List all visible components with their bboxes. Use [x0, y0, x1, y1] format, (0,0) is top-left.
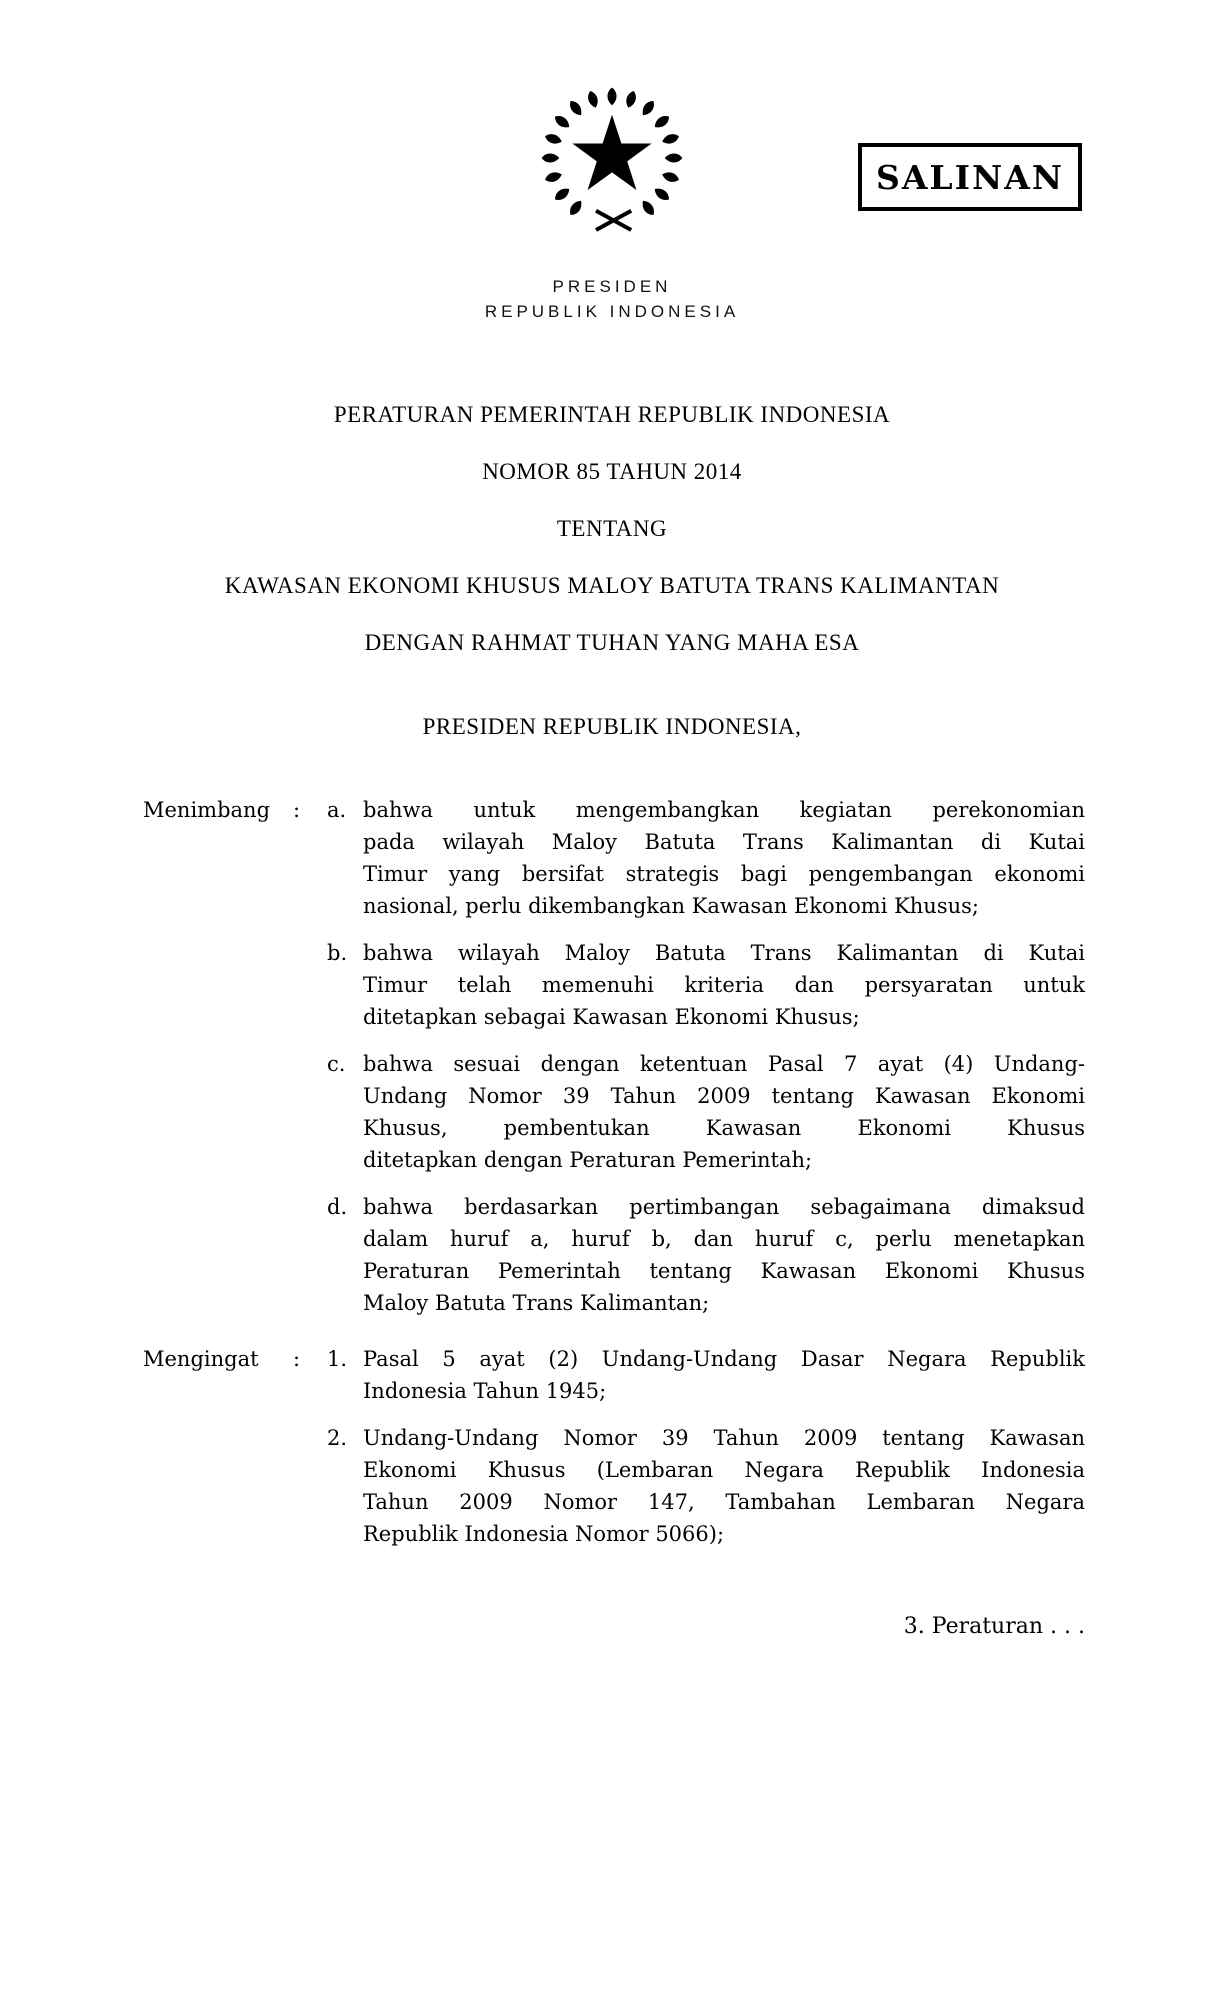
- text-line: Peraturan Pemerintah tentang Kawasan Ekonomi Khusus: [363, 1259, 1085, 1283]
- document-body: [0, 794, 1224, 1643]
- section-label-menimbang: Menimbang: [143, 798, 271, 822]
- salinan-stamp-label: SALINAN: [875, 157, 1064, 197]
- text-line: nasional, perlu dikembangkan Kawasan Ekonomi Khusus;: [363, 894, 979, 918]
- item-text: [363, 794, 1085, 922]
- regulation-title-line1: PERATURAN PEMERINTAH REPUBLIK INDONESIA: [333, 402, 891, 427]
- text-line: Timur telah memenuhi kriteria dan persyaratan untuk: [363, 973, 1085, 997]
- item-marker: c.: [327, 1052, 346, 1076]
- considering-section: [143, 794, 1085, 1319]
- remembering-section: [143, 1343, 1085, 1550]
- text-line: Maloy Batuta Trans Kalimantan;: [363, 1291, 710, 1315]
- item-marker: b.: [327, 941, 348, 965]
- item-text: [363, 937, 1085, 1033]
- text-line: ditetapkan dengan Peraturan Pemerintah;: [363, 1148, 813, 1172]
- presidential-seal-icon: [532, 78, 692, 246]
- colon-separator: :: [293, 1347, 301, 1371]
- remembering-item-2: [143, 1422, 1085, 1550]
- seal-crossed-stems: [596, 211, 631, 230]
- item-text: [363, 1422, 1085, 1550]
- regulation-number-line: NOMOR 85 TAHUN 2014: [482, 459, 742, 484]
- text-line: Timur yang bersifat strategis bagi pengembangan ekonomi: [363, 862, 1085, 886]
- text-line: Undang Nomor 39 Tahun 2009 tentang Kawasan Ekonomi: [363, 1084, 1085, 1108]
- letterhead-line1: PRESIDEN: [552, 277, 672, 296]
- section-label-mengingat: Mengingat: [143, 1347, 259, 1371]
- item-text: [363, 1191, 1085, 1319]
- title-block: [0, 400, 1224, 601]
- text-line: bahwa wilayah Maloy Batuta Trans Kalimantan di Kutai: [363, 941, 1085, 965]
- salinan-stamp: [858, 143, 1082, 211]
- text-line: bahwa sesuai dengan ketentuan Pasal 7 ayat (4) Undang-: [363, 1052, 1085, 1076]
- text-line: ditetapkan sebagai Kawasan Ekonomi Khusus;: [363, 1005, 860, 1029]
- item-marker: 2.: [327, 1426, 348, 1450]
- text-line: bahwa berdasarkan pertimbangan sebagaimana dimaksud: [363, 1195, 1085, 1219]
- remembering-item-1: [143, 1343, 1085, 1407]
- text-line: Pasal 5 ayat (2) Undang-Undang Dasar Negara Republik: [363, 1347, 1085, 1371]
- item-text: [363, 1048, 1085, 1176]
- regulation-subject-line: KAWASAN EKONOMI KHUSUS MALOY BATUTA TRANS KALIMANTAN: [224, 573, 1000, 598]
- text-line: pada wilayah Maloy Batuta Trans Kalimantan di Kutai: [363, 830, 1085, 854]
- item-marker: d.: [327, 1195, 348, 1219]
- considering-item-b: [143, 937, 1085, 1033]
- text-line: Khusus, pembentukan Kawasan Ekonomi Khusus: [363, 1116, 1085, 1140]
- star-icon: [572, 115, 651, 190]
- item-text: [363, 1343, 1085, 1407]
- considering-item-a: [143, 794, 1085, 922]
- page-catchword: 3. Peraturan . . .: [903, 1614, 1085, 1639]
- colon-separator: :: [293, 798, 301, 822]
- tentang-line: TENTANG: [556, 516, 668, 541]
- text-line: Indonesia Tahun 1945;: [363, 1379, 607, 1403]
- text-line: Tahun 2009 Nomor 147, Tambahan Lembaran Negara: [363, 1490, 1085, 1514]
- authority-line: PRESIDEN REPUBLIK INDONESIA,: [422, 714, 802, 739]
- item-marker: a.: [327, 798, 347, 822]
- considering-item-c: [143, 1048, 1085, 1176]
- invocation-line: DENGAN RAHMAT TUHAN YANG MAHA ESA: [364, 630, 860, 655]
- considering-item-d: [143, 1191, 1085, 1319]
- text-line: Undang-Undang Nomor 39 Tahun 2009 tentang Kawasan: [363, 1426, 1085, 1450]
- item-marker: 1.: [327, 1347, 348, 1371]
- text-line: dalam huruf a, huruf b, dan huruf c, perlu menetapkan: [363, 1227, 1085, 1251]
- text-line: Ekonomi Khusus (Lembaran Negara Republik Indonesia: [363, 1458, 1085, 1482]
- text-line: bahwa untuk mengembangkan kegiatan perekonomian: [363, 798, 1085, 822]
- letterhead-line2: REPUBLIK INDONESIA: [484, 302, 740, 321]
- letterhead: [0, 274, 1224, 324]
- text-line: Republik Indonesia Nomor 5066);: [363, 1522, 725, 1546]
